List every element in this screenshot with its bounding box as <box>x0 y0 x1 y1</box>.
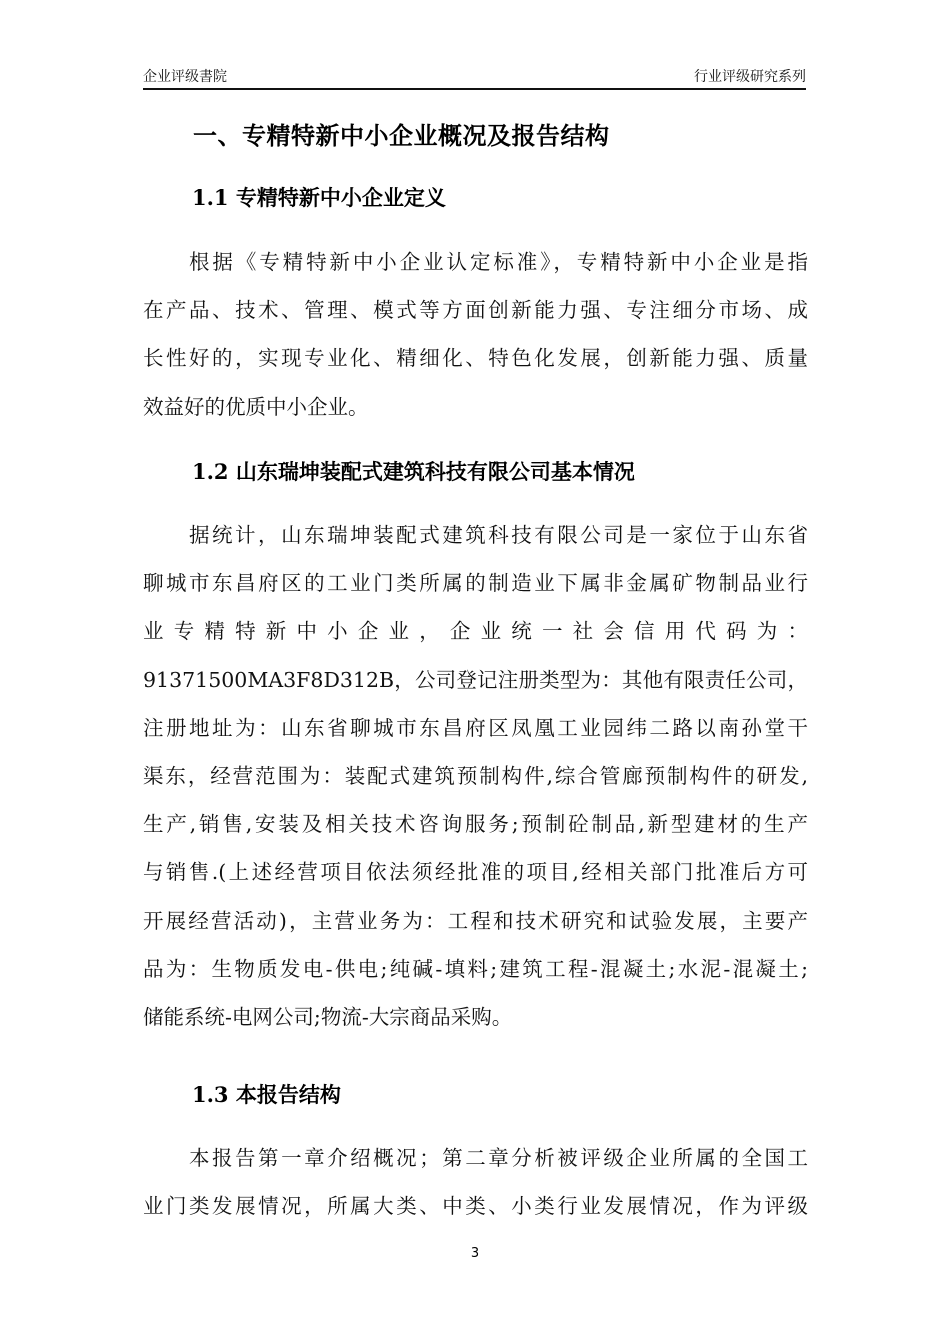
paragraph-line: 长性好的，实现专业化、精细化、特色化发展，创新能力强、质量 <box>143 346 808 371</box>
section-heading-1-1: 1.1 专精特新中小企业定义 <box>192 185 446 210</box>
section-body-1-3 <box>143 1134 808 1230</box>
paragraph-line: 在产品、技术、管理、模式等方面创新能力强、专注细分市场、成 <box>143 298 808 323</box>
paragraph-line: 开展经营活动)，主营业务为：工程和技术研究和试验发展，主要产 <box>143 908 808 933</box>
paragraph-line: 业门类发展情况，所属大类、中类、小类行业发展情况，作为评级 <box>143 1194 808 1219</box>
paragraph-line: 聊城市东昌府区的工业门类所属的制造业下属非金属矿物制品业行 <box>143 571 808 596</box>
paragraph-line: 渠东，经营范围为：装配式建筑预制构件,综合管廊预制构件的研发, <box>143 763 808 788</box>
header-right-title: 行业评级研究系列 <box>694 69 806 85</box>
section-heading-1-3: 1.3 本报告结构 <box>192 1082 341 1107</box>
paragraph-line: 注册地址为：山东省聊城市东昌府区凤凰工业园纬二路以南孙堂干 <box>143 715 808 740</box>
running-header <box>143 66 806 90</box>
paragraph-line: 根据《专精特新中小企业认定标准》，专精特新中小企业是指 <box>189 250 808 274</box>
chapter-title: 一、专精特新中小企业概况及报告结构 <box>193 122 610 150</box>
page-number: 3 <box>470 1246 480 1261</box>
paragraph-line: 效益好的优质中小企业。 <box>143 394 369 419</box>
paragraph-line: 品为：生物质发电-供电;纯碱-填料;建筑工程-混凝土;水泥-混凝土; <box>143 956 808 981</box>
section-body-1-1 <box>143 238 808 431</box>
paragraph-line: 业专精特新中小企业，企业统一社会信用代码为： <box>143 619 808 644</box>
paragraph-line: 与销售.(上述经营项目依法须经批准的项目,经相关部门批准后方可 <box>143 860 808 885</box>
paragraph-line: 储能系统-电网公司;物流-大宗商品采购。 <box>143 1004 513 1029</box>
section-heading-1-2: 1.2 山东瑞坤装配式建筑科技有限公司基本情况 <box>192 459 635 484</box>
paragraph-line: 据统计，山东瑞坤装配式建筑科技有限公司是一家位于山东省 <box>189 523 808 547</box>
header-left-title: 企业评级書院 <box>143 69 227 85</box>
section-body-1-2 <box>143 511 808 1041</box>
paragraph-line: 生产,销售,安装及相关技术咨询服务;预制砼制品,新型建材的生产 <box>143 812 808 837</box>
paragraph-line: 91371500MA3F8D312B，公司登记注册类型为：其他有限责任公司， <box>143 667 808 692</box>
paragraph-line: 本报告第一章介绍概况；第二章分析被评级企业所属的全国工 <box>189 1146 808 1170</box>
